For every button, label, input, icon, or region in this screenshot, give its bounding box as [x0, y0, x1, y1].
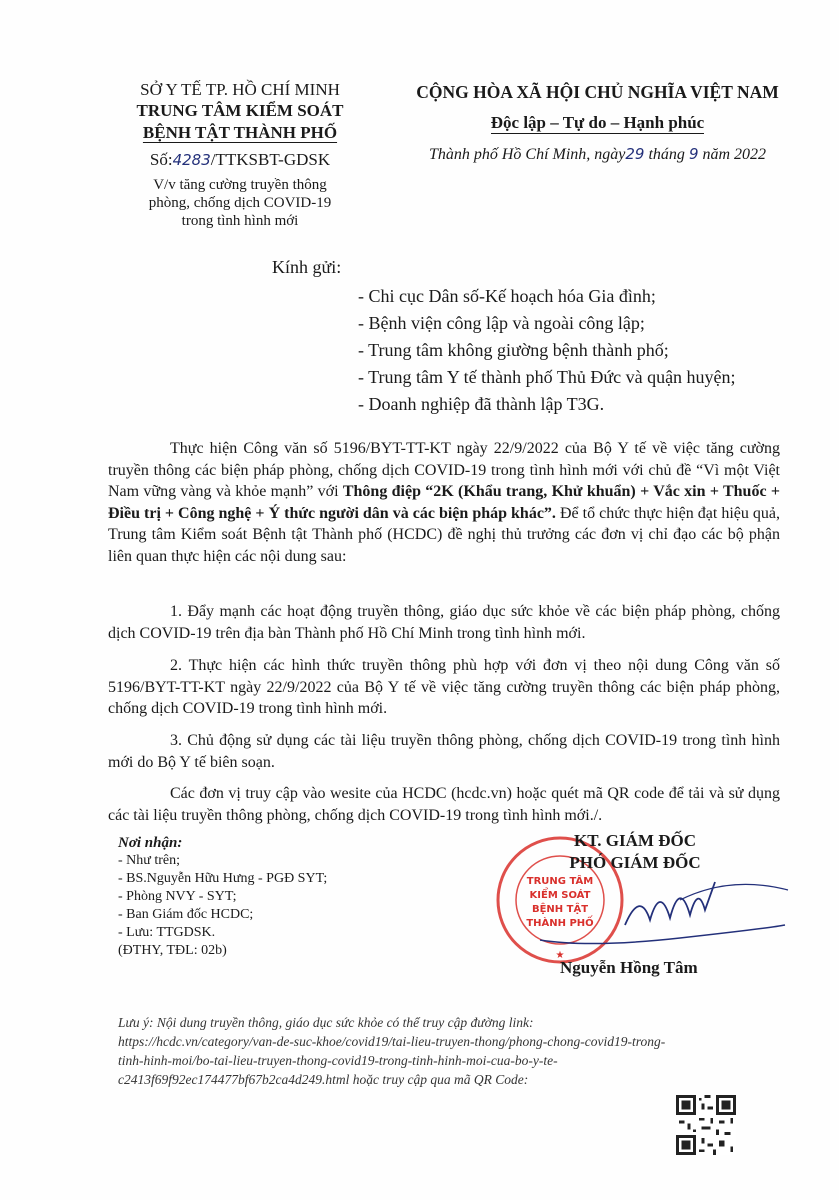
item-1: 1. Đẩy mạnh các hoạt động truyền thông, giáo dục sức khỏe về các biện pháp phòng, chống dịch COVID-19 trên địa bàn Thành phố Hồ Chí Minh trong tình hình mới. — [108, 603, 780, 642]
qr-code-icon[interactable] — [676, 1095, 736, 1155]
recipient-item: - Trung tâm không giường bệnh thành phố; — [358, 340, 669, 360]
national-header-block — [390, 82, 805, 164]
signature-scribble-icon — [530, 870, 790, 950]
salutation: Kính gửi: — [272, 257, 342, 277]
org-name-line1: TRUNG TÂM KIỂM SOÁT — [136, 101, 344, 120]
svg-text:THÀNH PHỐ: THÀNH PHỐ — [526, 918, 594, 929]
svg-text:TRUNG TÂM: TRUNG TÂM — [526, 876, 594, 887]
recipients-list — [358, 283, 736, 418]
svg-text:KIỂM SOÁT: KIỂM SOÁT — [529, 890, 591, 901]
item-3: 3. Chủ động sử dụng các tài liệu truyền thông phòng, chống dịch COVID-19 trong tình hình mới do Bộ Y tế biên soạn. — [108, 732, 780, 771]
signer-title-1: KT. GIÁM ĐỐC — [574, 831, 696, 850]
signature-block — [520, 830, 750, 977]
national-motto: Độc lập – Tự do – Hạnh phúc — [490, 113, 705, 132]
country-name: CỘNG HÒA XÃ HỘI CHỦ NGHĨA VIỆT NAM — [416, 82, 779, 102]
svg-text:BỆNH TẬT: BỆNH TẬT — [531, 904, 589, 915]
recipient-item: - Trung tâm Y tế thành phố Thủ Đức và quận huyện; — [358, 367, 736, 387]
svg-text:★: ★ — [555, 950, 565, 961]
recipient-item: - Bệnh viện công lập và ngoài công lập; — [358, 313, 645, 333]
closing-paragraph: Các đơn vị truy cập vào wesite của HCDC (hcdc.vn) hoặc quét mã QR code để tải và sử dụng các tài liệu truyền thông phòng, chống dịch COVID-19 trong tình hình mới./. — [108, 785, 780, 824]
document-number: Số:4283/TTKSBT-GDSK — [149, 150, 331, 169]
note-block: Lưu ý: Nội dung truyền thông, giáo dục sức khỏe có thể truy cập đường link: https://hcdc.vn/category/van-de-suc-khoe/covid19/tai-lieu-truyen-thong/phong-chong-covid19-trong- tinh-hinh-moi/bo-tai-lieu-truyen-thong-covid19-trong-tinh-hinh-moi-cua-bo-y-te- c2413f69f92ec174477bf67b2ca4d249.html hoặc truy cập qua mã QR Code: — [118, 1013, 778, 1089]
recipient-item: - Chi cục Dân số-Kế hoạch hóa Gia đình; — [358, 286, 656, 306]
issuing-agency-block — [95, 80, 385, 230]
item-2: 2. Thực hiện các hình thức truyền thông phù hợp với đơn vị theo nội dung Công văn số 5196/BYT-TT-KT ngày 22/9/2022 của Bộ Y tế về việc tăng cường truyền thông các biện pháp phòng, chống dịch COVID-19 trong tình hình mới. — [108, 657, 780, 717]
recipients-block: Nơi nhận: - Như trên; - BS.Nguyễn Hữu Hưng - PGĐ SYT; - Phòng NVY - SYT; - Ban Giám đốc HCDC; - Lưu: TTGDSK. (ĐTHY, TĐL: 02b) — [118, 835, 328, 958]
issue-date: Thành phố Hồ Chí Minh, ngày29 tháng 9 năm 2022 — [428, 145, 767, 163]
signer-name: Nguyễn Hồng Tâm — [560, 958, 698, 977]
handwritten-number: 4283 — [172, 151, 211, 169]
resource-link[interactable]: https://hcdc.vn/category/van-de-suc-khoe/covid19/tai-lieu-truyen-thong/phong-chong-covid19-trong- — [118, 1034, 666, 1049]
intro-paragraph: Thực hiện Công văn số 5196/BYT-TT-KT ngày 22/9/2022 của Bộ Y tế về việc tăng cường truyền thông các biện pháp phòng, chống dịch COVID-19 trong tình hình mới với chủ đề “Vì một Việt Nam vững vàng và khỏe mạnh” với Thông điệp “2K (Khẩu trang, Khử khuẩn) + Vắc xin + Thuốc + Điều trị + Công nghệ + Ý thức người dân và các biện pháp khác”. Để tổ chức thực hiện đạt hiệu quả, Trung tâm Kiểm soát Bệnh tật Thành phố (HCDC) đề nghị thủ trưởng các đơn vị chỉ đạo các bộ phận liên quan thực hiện các nội dung sau: — [108, 440, 781, 565]
recipient-item: - Doanh nghiệp đã thành lập T3G. — [358, 394, 605, 414]
signer-title-2: PHÓ GIÁM ĐỐC — [569, 853, 701, 872]
ministry-name: SỞ Y TẾ TP. HỒ CHÍ MINH — [140, 80, 340, 99]
org-name-line2: BỆNH TẬT THÀNH PHỐ — [142, 123, 338, 142]
subject: V/v tăng cường truyền thông phòng, chống dịch COVID-19 trong tình hình mới — [148, 177, 332, 229]
